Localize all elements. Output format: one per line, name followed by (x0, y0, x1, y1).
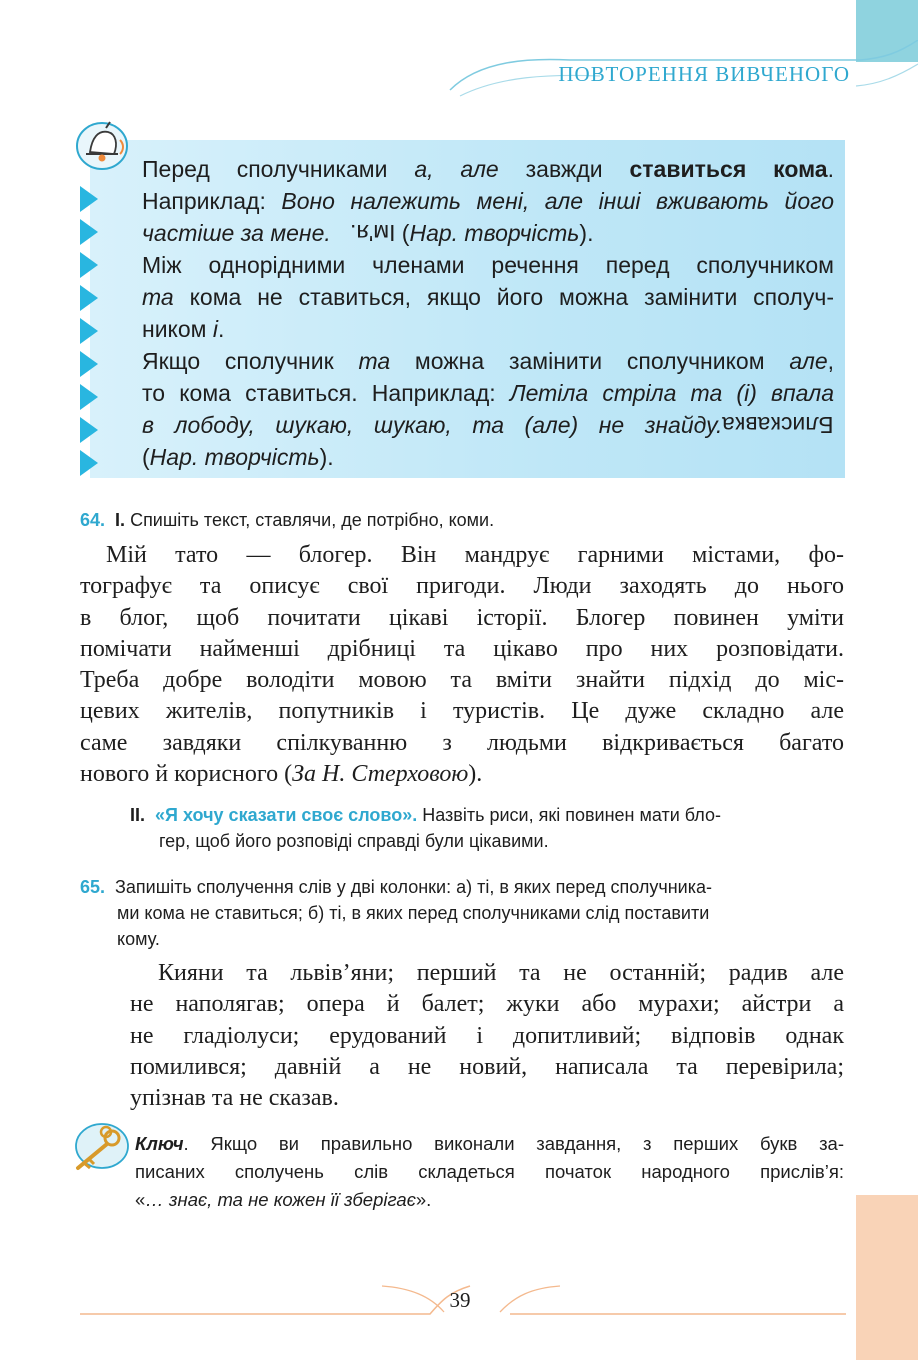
inverted-answer: Блискавка (722, 412, 834, 438)
rule-line: та кома не ставиться, якщо його можна замінити сполуч- (142, 284, 834, 310)
key-text: Ключ. Якщо ви правильно виконали завдання, з перших букв за- писаних сполучень слів складеться початок народного прислів’я: «… знає, та не кожен її зберігає». (135, 1133, 844, 1210)
footer-corner-tab (856, 1195, 918, 1360)
exercise-65-heading: 65. Запишіть сполучення слів у дві колонки: а) ті, в яких перед сполучника- ми кома не ставиться; б) ті, в яких перед сполучниками слід поставити кому. (80, 877, 712, 949)
text-line: помічати найменші дрібниці та цікаво про них розповідати. (80, 635, 844, 662)
rule-line: ником і. (142, 316, 225, 342)
rule-text (142, 153, 834, 473)
rule-line: в лободу, шукаю, шукаю, та (але) не знайду.Блискавка (142, 409, 834, 441)
section-title: ПОВТОРЕННЯ ВИВЧЕНОГО (558, 62, 850, 86)
exercise-64-heading: 64. І. Спишіть текст, ставлячи, де потрібно, коми. (80, 510, 495, 530)
page-number: 39 (449, 1288, 471, 1312)
text-line: не гладіолуси; ерудований і допитливий; відповів однак (130, 1022, 844, 1049)
text-line: нового й корисного (За Н. Стерховою). (80, 761, 483, 788)
text-line: цевих жителів, попутників і туристів. Це дуже складно але (80, 698, 844, 725)
inverted-answer: Ім'я. (349, 220, 396, 246)
rule-line: частіше за мене. Ім'я. (Нар. творчість). (142, 217, 834, 249)
rule-line: то кома ставиться. Наприклад: Летіла стріла та (і) впала (142, 380, 834, 406)
exercise-number: 64. (80, 510, 106, 530)
text-line: помилився; давній а не новий, написала та перевірила; (130, 1053, 844, 1080)
rule-line: (Нар. творчість). (142, 444, 334, 470)
rule-line: Наприклад: Воно належить мені, але інші вживають його (142, 188, 834, 214)
text-line: упізнав та не сказав. (130, 1085, 339, 1112)
text-line: тографує та описує свої пригоди. Люди заходять до нього (80, 573, 844, 600)
text-line: Мій тато — блогер. Він мандрує гарними містами, фо- (106, 542, 844, 568)
key-icon (68, 1122, 130, 1174)
rule-line: Між однорідними членами речення перед сполучником (142, 252, 834, 278)
text-line: Треба добре володіти мовою та вміти знайти підхід до міс- (80, 667, 844, 694)
arrow-markers-decoration (80, 186, 98, 476)
exercise-65-text (130, 958, 844, 1114)
text-line: саме завдяки спілкуванню з людьми відкривається багато (80, 729, 844, 756)
rule-line: Перед сполучниками а, але завжди ставиться кома. (142, 156, 834, 182)
text-line: в блог, щоб почитати цікаві історії. Блогер повинен уміти (80, 604, 844, 631)
bell-icon (74, 118, 132, 172)
rule-line: Якщо сполучник та можна замінити сполучником але, (142, 348, 834, 374)
text-line: не наполягав; опера й балет; жуки або мурахи; айстри а (130, 991, 844, 1018)
text-line: Кияни та львів’яни; перший та не останній; радив але (158, 960, 844, 986)
exercise-number: 65. (80, 877, 106, 897)
exercise-64-text (80, 540, 844, 790)
exercise-64-part-2: ІІ. «Я хочу сказати своє слово». Назвіть риси, які повинен мати бло- гер, щоб його розповіді справді були цікавими. (130, 805, 721, 851)
